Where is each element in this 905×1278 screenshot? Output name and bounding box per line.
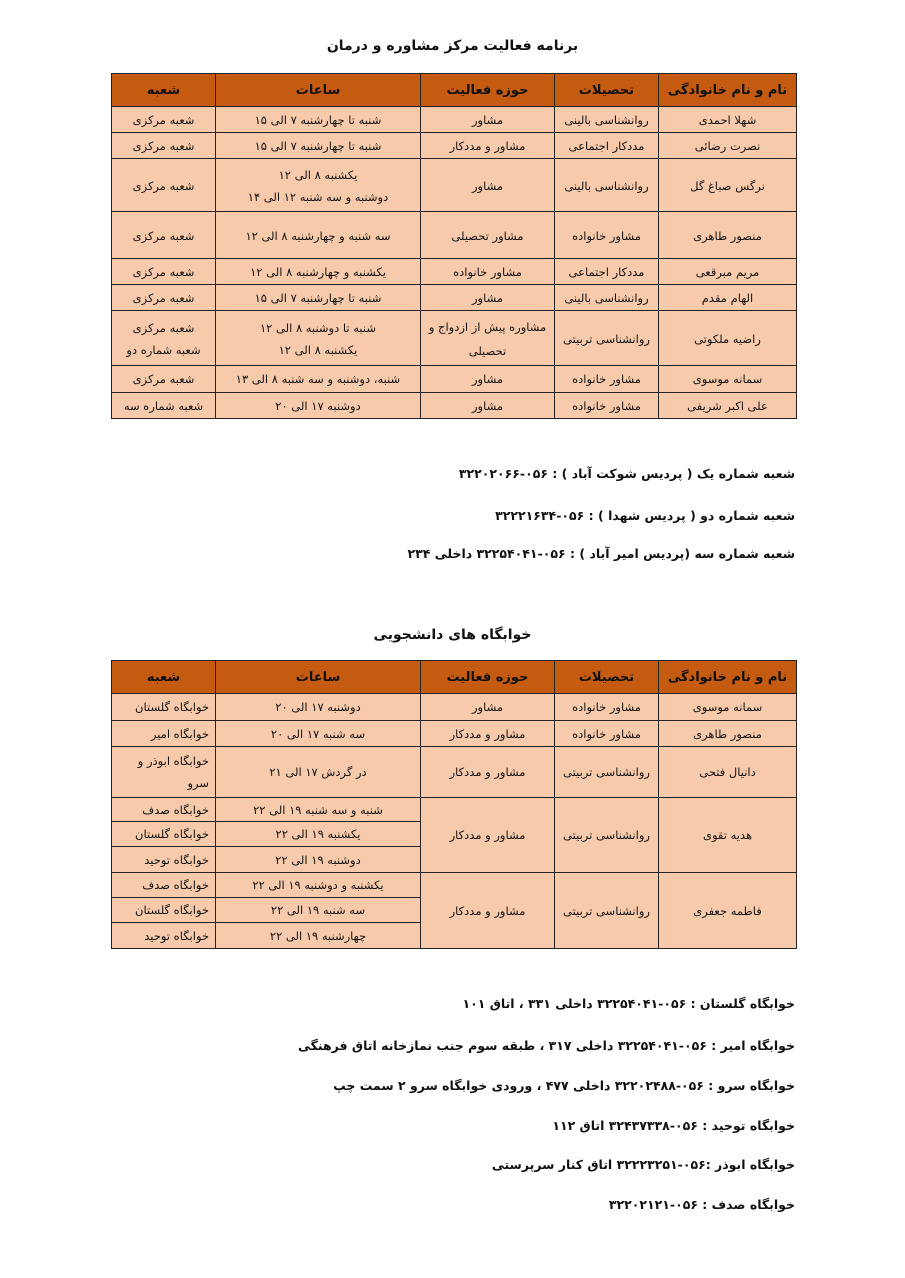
branch-line: شعبه شماره دو	[126, 343, 201, 357]
row-name: راضیه ملکوتی	[659, 311, 797, 366]
hours-line: سه شنبه و چهارشنبه ۸ الی ۱۲	[245, 229, 391, 243]
table-row	[112, 873, 797, 898]
header-hours: ساعات	[216, 74, 421, 107]
row-branch: خوابگاه صدف	[112, 798, 216, 822]
branch-info-line: شعبه شماره دو ( پردیس شهدا ) : ۰۵۶-۳۲۲۲۱۶۳۴	[495, 508, 795, 523]
counseling-table	[111, 73, 797, 419]
hours-line: شنبه، دوشنبه و سه شنبه ۸ الی ۱۳	[235, 372, 401, 386]
row-branch: خوابگاه گلستان	[112, 822, 216, 847]
row-hours: سه شنبه ۱۷ الی ۲۰	[216, 721, 421, 747]
row-hours	[216, 285, 421, 311]
hours-line: دوشنبه و سه شنبه ۱۲ الی ۱۴	[247, 190, 389, 204]
row-education: روانشناسی بالینی	[555, 159, 659, 212]
row-field: مشاور و مددکار	[421, 721, 555, 747]
branch-line: شعبه مرکزی	[132, 290, 195, 305]
row-branch	[112, 259, 216, 285]
row-branch: خوابگاه گلستان	[112, 898, 216, 923]
table-row	[112, 159, 797, 212]
row-branch	[112, 212, 216, 259]
row-field: مشاور	[421, 107, 555, 133]
hours-line: یکشنبه و چهارشنبه ۸ الی ۱۲	[250, 264, 386, 279]
row-field: مشاور	[421, 366, 555, 393]
row-education: مشاور خانواده	[555, 721, 659, 747]
row-name: سمانه موسوی	[659, 366, 797, 393]
row-name: علی اکبر شریفی	[659, 393, 797, 419]
header-field: حوزه فعالیت	[421, 74, 555, 107]
row-education: روانشناسی تربیتی	[555, 747, 659, 798]
table-row	[112, 259, 797, 285]
table-header-row	[112, 661, 797, 694]
row-branch	[112, 311, 216, 366]
table-row	[112, 721, 797, 747]
table-header-row	[112, 74, 797, 107]
counseling-title: برنامه فعالیت مرکز مشاوره و درمان	[326, 38, 579, 54]
hours-line: شنبه تا دوشنبه ۸ الی ۱۲	[260, 321, 376, 335]
row-education: مشاور خانواده	[555, 212, 659, 259]
hours-line: یکشنبه ۸ الی ۱۲	[278, 168, 358, 182]
row-hours	[216, 107, 421, 133]
row-name: نصرت رضائی	[659, 133, 797, 159]
row-field: مشاور	[421, 393, 555, 419]
table-row	[112, 694, 797, 721]
row-hours: دوشنبه ۱۷ الی ۲۰	[216, 694, 421, 721]
row-field: مشاور و مددکار	[421, 798, 555, 873]
row-hours	[216, 259, 421, 285]
row-branch	[112, 747, 216, 798]
table-row	[112, 133, 797, 159]
row-hours	[216, 311, 421, 366]
branch-line: شعبه مرکزی	[132, 229, 195, 243]
header-branch: شعبه	[112, 661, 216, 694]
row-field: مشاور و مددکار	[421, 133, 555, 159]
dorms-title: خوابگاه های دانشجویی	[373, 627, 532, 643]
header-branch: شعبه	[112, 74, 216, 107]
hours-line: شنبه تا چهارشنبه ۷ الی ۱۵	[254, 112, 382, 127]
row-name: سمانه موسوی	[659, 694, 797, 721]
branch-line: شعبه مرکزی	[132, 112, 195, 127]
hours-line: شنبه تا چهارشنبه ۷ الی ۱۵	[254, 290, 382, 305]
branch-line: سرو	[187, 776, 209, 790]
branch-line: شعبه مرکزی	[132, 179, 195, 193]
row-hours: چهارشنبه ۱۹ الی ۲۲	[216, 923, 421, 949]
table-row	[112, 747, 797, 798]
row-education: روانشناسی تربیتی	[555, 798, 659, 873]
table-row	[112, 285, 797, 311]
table-row	[112, 311, 797, 366]
row-name: مریم مبرقعی	[659, 259, 797, 285]
row-hours	[216, 159, 421, 212]
table-row	[112, 393, 797, 419]
row-field: مشاور خانواده	[421, 259, 555, 285]
row-hours: سه شنبه ۱۹ الی ۲۲	[216, 898, 421, 923]
row-education: مشاور خانواده	[555, 366, 659, 393]
row-name: دانیال فتحی	[659, 747, 797, 798]
row-name: نرگس صباغ گل	[659, 159, 797, 212]
row-education: مشاور خانواده	[555, 694, 659, 721]
dorm-info-line: خوابگاه امیر : ۰۵۶-۳۲۲۵۴۰۴۱ داخلی ۳۱۷ ، طبقه سوم جنب نمازخانه اتاق فرهنگی	[297, 1038, 795, 1053]
dorm-table	[111, 660, 797, 949]
branch-line: شعبه مرکزی	[132, 264, 195, 279]
branch-line: شعبه مرکزی	[132, 321, 195, 335]
branch-line: خوابگاه ابوذر و	[137, 754, 209, 768]
row-branch: خوابگاه امیر	[112, 721, 216, 747]
row-branch: خوابگاه توحید	[112, 847, 216, 873]
dorm-info-line: خوابگاه سرو : ۰۵۶-۳۲۲۰۲۴۸۸ داخلی ۴۷۷ ، ورودی خوابگاه سرو ۲ سمت چپ	[333, 1078, 795, 1093]
header-name: نام و نام خانوادگی	[659, 661, 797, 694]
header-education: تحصیلات	[555, 661, 659, 694]
row-name: هدیه تقوی	[659, 798, 797, 873]
branch-line: شعبه شماره سه	[123, 398, 204, 413]
dorm-info-line: خوابگاه گلستان : ۰۵۶-۳۲۲۵۴۰۴۱ داخلی ۳۳۱ ، اتاق ۱۰۱	[462, 996, 795, 1011]
table-row	[112, 798, 797, 822]
row-hours	[216, 366, 421, 393]
branch-line: شعبه مرکزی	[132, 138, 195, 153]
hours-line: یکشنبه ۸ الی ۱۲	[278, 343, 358, 357]
dorm-info-line: خوابگاه ابوذر :۰۵۶-۳۲۲۲۳۲۵۱ اتاق کنار سرپرستی	[491, 1157, 795, 1172]
hours-line: دوشنبه ۱۷ الی ۲۰	[275, 398, 361, 413]
header-hours: ساعات	[216, 661, 421, 694]
row-education: مددکار اجتماعی	[555, 259, 659, 285]
row-hours: دوشنبه ۱۹ الی ۲۲	[216, 847, 421, 873]
hours-line: شنبه تا چهارشنبه ۷ الی ۱۵	[254, 138, 382, 153]
row-name: فاطمه جعفری	[659, 873, 797, 949]
row-field: مشاور	[421, 159, 555, 212]
header-field: حوزه فعالیت	[421, 661, 555, 694]
table-row	[112, 366, 797, 393]
row-hours: در گردش ۱۷ الی ۲۱	[216, 747, 421, 798]
row-branch	[112, 366, 216, 393]
row-name: الهام مقدم	[659, 285, 797, 311]
row-education: روانشناسی تربیتی	[555, 311, 659, 366]
row-hours: شنبه و سه شنبه ۱۹ الی ۲۲	[216, 798, 421, 822]
row-hours: یکشنبه و دوشنبه ۱۹ الی ۲۲	[216, 873, 421, 898]
row-field: مشاور و مددکار	[421, 747, 555, 798]
table-row	[112, 107, 797, 133]
row-branch: خوابگاه صدف	[112, 873, 216, 898]
row-education: مددکار اجتماعی	[555, 133, 659, 159]
row-field: مشاور	[421, 285, 555, 311]
branch-line: شعبه مرکزی	[132, 372, 195, 386]
row-branch	[112, 159, 216, 212]
branch-info-line: شعبه شماره یک ( پردیس شوکت آباد ) : ۰۵۶-۳۲۲۰۲۰۶۶	[458, 466, 795, 481]
row-branch: خوابگاه توحید	[112, 923, 216, 949]
row-branch	[112, 393, 216, 419]
row-hours	[216, 393, 421, 419]
row-name: منصور طاهری	[659, 721, 797, 747]
row-hours: یکشنبه ۱۹ الی ۲۲	[216, 822, 421, 847]
header-education: تحصیلات	[555, 74, 659, 107]
row-field: مشاور	[421, 694, 555, 721]
row-branch	[112, 285, 216, 311]
row-field: مشاور تحصیلی	[421, 212, 555, 259]
row-hours	[216, 133, 421, 159]
row-education: روانشناسی بالینی	[555, 107, 659, 133]
row-field: مشاور و مددکار	[421, 873, 555, 949]
row-branch	[112, 133, 216, 159]
row-branch: خوابگاه گلستان	[112, 694, 216, 721]
row-branch	[112, 107, 216, 133]
branch-info-line: شعبه شماره سه (پردیس امیر آباد ) : ۰۵۶-۳۲۲۵۴۰۴۱ داخلی ۲۳۴	[407, 546, 795, 561]
row-education: روانشناسی تربیتی	[555, 873, 659, 949]
dorm-info-line: خوابگاه صدف : ۰۵۶-۳۲۲۰۲۱۲۱	[608, 1197, 795, 1212]
row-name: شهلا احمدی	[659, 107, 797, 133]
row-education: مشاور خانواده	[555, 393, 659, 419]
dorm-info-line: خوابگاه توحید : ۰۵۶-۳۲۴۳۷۳۳۸ اتاق ۱۱۲	[552, 1118, 795, 1133]
header-name: نام و نام خانوادگی	[659, 74, 797, 107]
row-field: مشاوره پیش از ازدواج و تحصیلی	[421, 311, 555, 366]
row-education: روانشناسی بالینی	[555, 285, 659, 311]
table-row	[112, 212, 797, 259]
row-name: منصور طاهری	[659, 212, 797, 259]
row-hours	[216, 212, 421, 259]
